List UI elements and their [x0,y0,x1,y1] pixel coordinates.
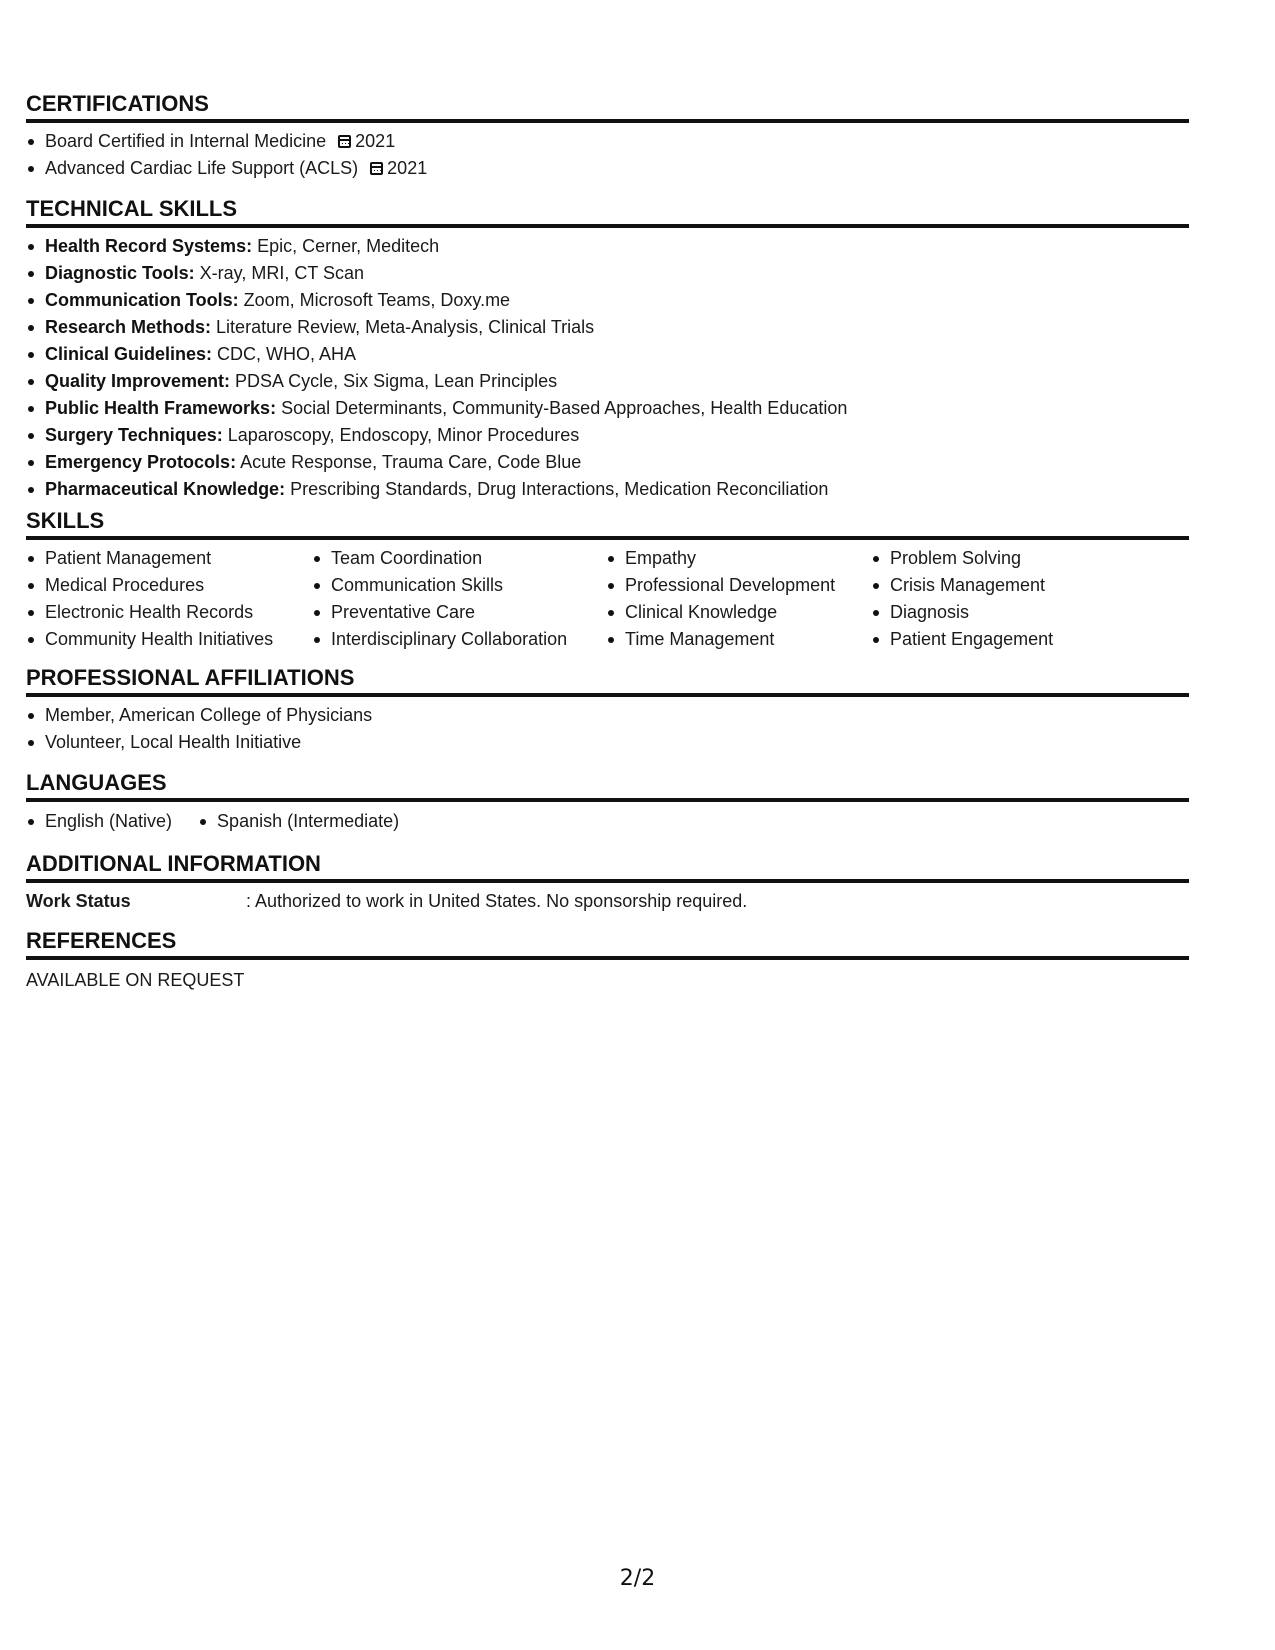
certifications-list [26,128,1189,182]
calendar-icon [370,162,383,175]
languages-list [26,808,425,835]
skill-category: Quality Improvement: [45,371,231,391]
list-item: Empathy [606,545,871,572]
list-item [26,449,1189,476]
list-item: Communication Skills [312,572,606,599]
languages-row [26,808,1189,835]
skill-category: Diagnostic Tools: [45,263,195,283]
skill-category: Public Health Frameworks: [45,398,277,418]
languages-section [26,770,1189,835]
skill-values: PDSA Cycle, Six Sigma, Lean Principles [230,371,558,391]
list-item: Preventative Care [312,599,606,626]
list-item [26,314,1189,341]
skill-values: Laparoscopy, Endoscopy, Minor Procedures [222,425,580,445]
list-item: Crisis Management [871,572,1131,599]
list-item: Volunteer, Local Health Initiative [26,729,1189,756]
skill-values: Zoom, Microsoft Teams, Doxy.me [238,290,511,310]
list-item: Time Management [606,626,871,653]
list-item [26,476,1189,503]
skill-category: Research Methods: [45,317,212,337]
skills-column [26,545,312,653]
skill-category: Emergency Protocols: [45,452,237,472]
certification-name: Advanced Cardiac Life Support (ACLS) [45,158,359,178]
list-item [26,260,1189,287]
list-item [26,128,1189,155]
list-item: Interdisciplinary Collaboration [312,626,606,653]
section-title: CERTIFICATIONS [26,91,1189,123]
certifications-section [26,91,1189,182]
skill-category: Surgery Techniques: [45,425,223,445]
skill-values: Literature Review, Meta-Analysis, Clinical Trials [211,317,595,337]
list-item: Spanish (Intermediate) [198,808,399,835]
skill-category: Clinical Guidelines: [45,344,213,364]
certification-year: 2021 [355,131,396,151]
list-item [26,155,1189,182]
list-item: Problem Solving [871,545,1131,572]
section-title: TECHNICAL SKILLS [26,196,1189,228]
skill-values: X-ray, MRI, CT Scan [194,263,365,283]
work-status-label: Work Status [26,891,131,911]
skills-column [312,545,606,653]
skill-values: Social Determinants, Community-Based Approaches, Health Education [276,398,848,418]
list-item: Medical Procedures [26,572,312,599]
certification-year: 2021 [387,158,428,178]
skills-section [26,508,1189,653]
skill-values: CDC, WHO, AHA [212,344,357,364]
skill-category: Pharmaceutical Knowledge: [45,479,286,499]
skills-column [606,545,871,653]
list-item [26,395,1189,422]
affiliations-section [26,665,1189,756]
additional-info-section [26,851,1189,915]
affiliations-list [26,702,1189,756]
list-item [26,368,1189,395]
page-indicator: 2/2 [619,1566,656,1591]
section-title: ADDITIONAL INFORMATION [26,851,1189,883]
section-title: PROFESSIONAL AFFILIATIONS [26,665,1189,697]
skill-values: Acute Response, Trauma Care, Code Blue [236,452,582,472]
list-item: Member, American College of Physicians [26,702,1189,729]
section-title: REFERENCES [26,928,1189,960]
section-title: SKILLS [26,508,1189,540]
list-item: Patient Management [26,545,312,572]
references-section [26,928,1189,994]
skills-grid [26,545,1189,653]
list-item: Team Coordination [312,545,606,572]
technical-skills-list [26,233,1189,503]
technical-skills-section [26,196,1189,503]
list-item: Professional Development [606,572,871,599]
list-item [26,422,1189,449]
list-item [26,341,1189,368]
work-status-value: : Authorized to work in United States. No sponsorship required. [246,891,748,911]
list-item [26,233,1189,260]
list-item: Diagnosis [871,599,1131,626]
list-item: English (Native) [26,808,172,835]
skill-category: Health Record Systems: [45,236,253,256]
skill-values: Prescribing Standards, Drug Interactions, Medication Reconciliation [285,479,829,499]
list-item: Electronic Health Records [26,599,312,626]
section-title: LANGUAGES [26,770,1189,802]
list-item: Clinical Knowledge [606,599,871,626]
list-item: Patient Engagement [871,626,1131,653]
skills-column [871,545,1131,653]
references-text: AVAILABLE ON REQUEST [26,970,245,990]
list-item: Community Health Initiatives [26,626,312,653]
work-status-row [26,888,1189,915]
calendar-icon [338,135,351,148]
certification-name: Board Certified in Internal Medicine [45,131,327,151]
skill-values: Epic, Cerner, Meditech [252,236,440,256]
skill-category: Communication Tools: [45,290,239,310]
list-item [26,287,1189,314]
